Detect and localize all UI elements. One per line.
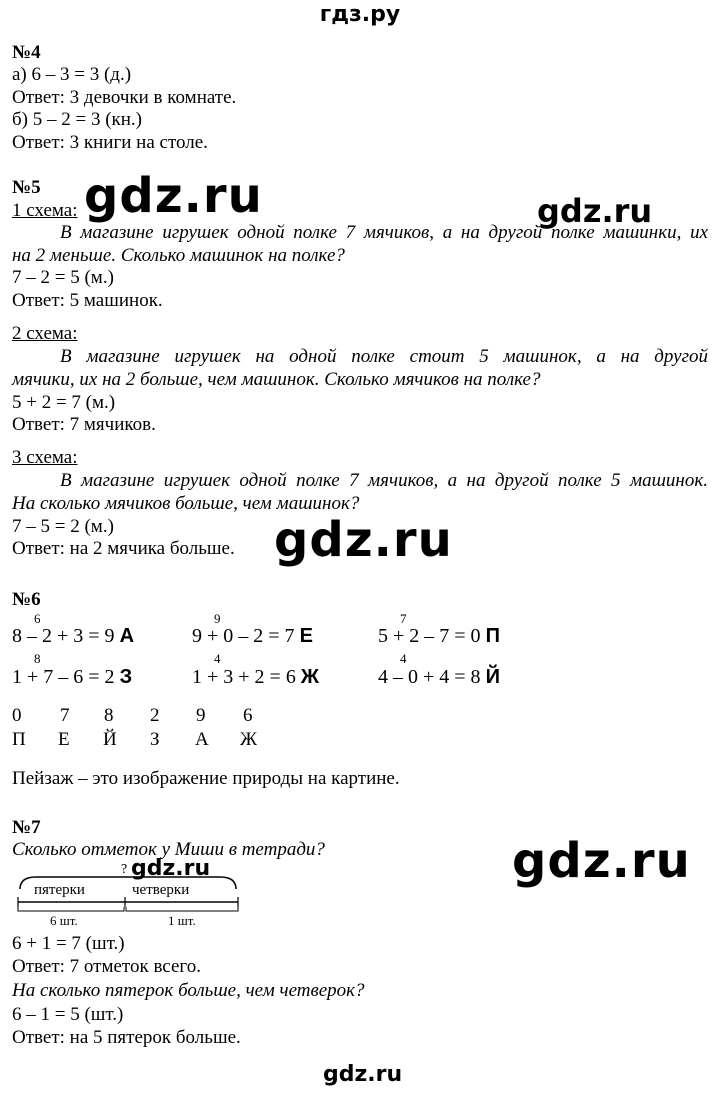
scheme-3-equation: 7 – 5 = 2 (м.) <box>12 516 114 537</box>
code-letter-4: З <box>150 729 160 750</box>
segment-diagram <box>8 856 248 928</box>
scheme-2-text-line1: В магазине игрушек на одной полке стоит 5 машинок, а на другой <box>60 346 708 367</box>
code-number-4: 2 <box>150 705 160 726</box>
watermark-1: gdz.ru <box>84 168 263 224</box>
example-4-expression: 1 + 7 – 6 = 2 <box>12 666 115 688</box>
scheme-1-title: 1 схема: <box>12 200 78 221</box>
task-7-question-2: На сколько пятерок больше, чем четверок? <box>12 980 365 1001</box>
code-number-2: 7 <box>60 705 70 726</box>
watermark-4: gdz.ru <box>512 833 691 889</box>
scheme-2-text-line2: мячики, их на 2 больше, чем машинок. Сколько мячиков на полке? <box>12 369 541 390</box>
example-5-letter: Ж <box>300 666 319 688</box>
watermark-6: gdz.ru <box>323 1062 403 1087</box>
site-header: гдз.ру <box>319 2 401 27</box>
example-2-letter: Е <box>299 625 313 647</box>
scheme-3-answer: Ответ: на 2 мячика больше. <box>12 538 235 559</box>
task-6-number: №6 <box>12 589 41 610</box>
example-4-superscript: 8 <box>34 651 41 666</box>
scheme-3-text-line1: В магазине игрушек одной полке 7 мячиков, а на другой полке 5 машинок. <box>60 470 708 491</box>
scheme-3-title: 3 схема: <box>12 447 78 468</box>
code-letter-2: Е <box>58 729 70 750</box>
code-letter-6: Ж <box>240 729 258 750</box>
code-number-6: 6 <box>243 705 253 726</box>
example-2 <box>192 625 313 647</box>
example-1-expression: 8 – 2 + 3 = 9 <box>12 625 115 647</box>
scheme-1-text-line1: В магазине игрушек одной полке 7 мячиков, а на другой полке машинки, их <box>60 222 708 243</box>
task-7-equation-2: 6 – 1 = 5 (шт.) <box>12 1004 124 1025</box>
example-5-superscript: 4 <box>214 651 221 666</box>
diagram-right-bracket <box>126 907 238 911</box>
example-3-expression: 5 + 2 – 7 = 0 <box>378 625 481 647</box>
example-1-letter: А <box>119 625 135 647</box>
task-7-question-1: Сколько отметок у Миши в тетради? <box>12 839 325 860</box>
watermark-2: gdz.ru <box>537 192 653 230</box>
scheme-1-text-line2: на 2 меньше. Сколько машинок на полке? <box>12 245 345 266</box>
example-6-expression: 4 – 0 + 4 = 8 <box>378 666 481 688</box>
task-5-number: №5 <box>12 177 41 198</box>
task-7-answer-2: Ответ: на 5 пятерок больше. <box>12 1027 241 1048</box>
scheme-2-answer: Ответ: 7 мячиков. <box>12 414 156 435</box>
task-4-b: б) 5 – 2 = 3 (кн.) <box>12 109 143 130</box>
example-5 <box>192 666 319 688</box>
example-5-expression: 1 + 3 + 2 = 6 <box>192 666 296 688</box>
diagram-left-label: пятерки <box>34 882 85 898</box>
scheme-3-text-line2: На сколько мячиков больше, чем машинок? <box>12 493 360 514</box>
code-number-3: 8 <box>104 705 114 726</box>
example-6-superscript: 4 <box>400 651 407 666</box>
diagram-total-label: ? <box>121 862 128 877</box>
example-1 <box>12 625 134 647</box>
watermark-3: gdz.ru <box>274 512 453 568</box>
scheme-2-equation: 5 + 2 = 7 (м.) <box>12 392 116 413</box>
diagram-left-count: 6 шт. <box>50 913 78 928</box>
code-letter-5: А <box>195 729 209 750</box>
code-letter-3: Й <box>103 729 117 750</box>
task-4-answer-b: Ответ: 3 книги на столе. <box>12 132 208 153</box>
scheme-1-answer: Ответ: 5 машинок. <box>12 290 163 311</box>
code-letter-1: П <box>12 729 26 750</box>
example-6-letter: Й <box>485 666 500 688</box>
scheme-2-title: 2 схема: <box>12 323 78 344</box>
watermark-5: gdz.ru <box>131 856 211 881</box>
task-4-answer-a: Ответ: 3 девочки в комнате. <box>12 87 237 108</box>
example-6 <box>378 666 500 688</box>
example-1-superscript: 6 <box>34 611 41 626</box>
example-4 <box>12 666 132 688</box>
task-4-number: №4 <box>12 42 41 63</box>
example-3-letter: П <box>485 625 500 647</box>
task-7-equation-1: 6 + 1 = 7 (шт.) <box>12 933 125 954</box>
task-4-a: а) 6 – 3 = 3 (д.) <box>12 64 132 85</box>
scheme-1-equation: 7 – 2 = 5 (м.) <box>12 267 114 288</box>
diagram-right-label: четверки <box>132 882 190 898</box>
task-7-number: №7 <box>12 817 41 838</box>
example-4-letter: З <box>119 666 133 688</box>
task-6-conclusion: Пейзаж – это изображение природы на картине. <box>12 768 400 789</box>
task-7-answer-1: Ответ: 7 отметок всего. <box>12 956 201 977</box>
example-3 <box>378 625 500 647</box>
diagram-right-count: 1 шт. <box>168 913 196 928</box>
diagram-left-bracket <box>18 907 124 911</box>
example-2-expression: 9 + 0 – 2 = 7 <box>192 625 295 647</box>
code-number-5: 9 <box>196 705 206 726</box>
example-3-superscript: 7 <box>400 611 407 626</box>
code-number-1: 0 <box>12 705 22 726</box>
example-2-superscript: 9 <box>214 611 221 626</box>
